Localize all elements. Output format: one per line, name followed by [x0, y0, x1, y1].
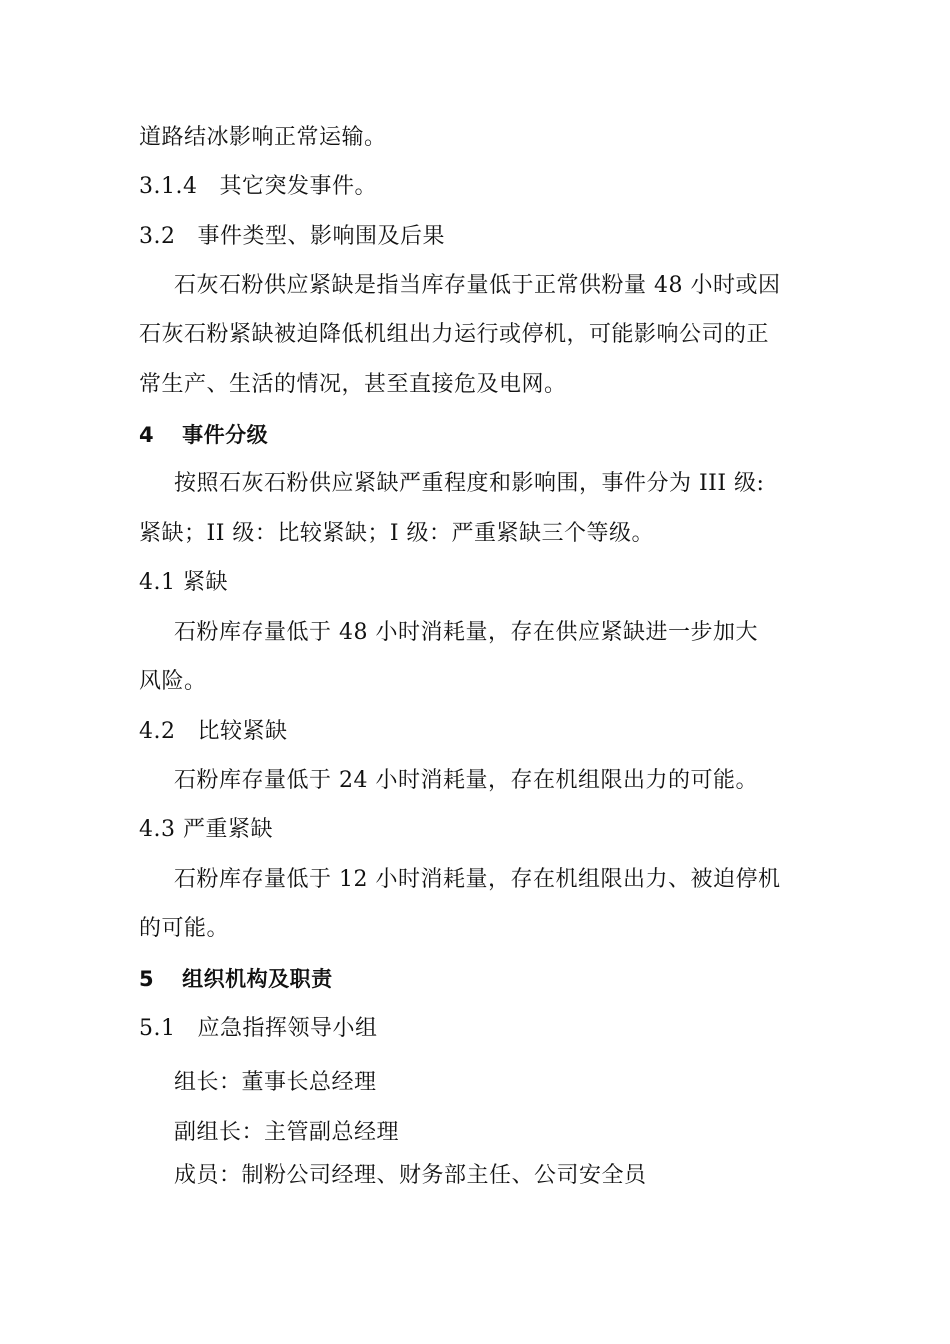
body-text-line: 石粉库存量低于 12 小时消耗量，存在机组限出力、被迫停机	[174, 867, 781, 892]
section-heading-3-1-4	[139, 172, 377, 202]
section-title: 事件类型、影响围及后果	[197, 224, 446, 249]
body-text-line: 道路结冰影响正常运输。	[139, 125, 387, 150]
section-heading-4-2	[139, 717, 288, 747]
section-heading-4-3: 4.3 严重紧缺	[139, 817, 273, 842]
section-title: 比较紧缺	[197, 719, 288, 744]
body-text-line: 常生产、生活的情况，甚至直接危及电网。	[139, 372, 567, 397]
section-title: 其它突发事件。	[219, 174, 377, 199]
section-heading-3-2	[139, 222, 445, 252]
section-number: 5	[139, 967, 155, 991]
body-text-line: 石灰石粉紧缺被迫降低机组出力运行或停机，可能影响公司的正	[139, 322, 770, 347]
body-text-line: 组长：董事长总经理	[174, 1070, 377, 1095]
section-number: 4	[139, 423, 155, 447]
section-heading-5-1	[139, 1014, 378, 1044]
body-text-line: 紧缺；II 级：比较紧缺；I 级：严重紧缺三个等级。	[139, 521, 655, 546]
body-text-line: 按照石灰石粉供应紧缺严重程度和影响围，事件分为 III 级:	[174, 471, 765, 496]
section-number: 5.1	[139, 1016, 176, 1041]
section-title: 组织机构及职责	[182, 967, 333, 991]
body-text-line: 石粉库存量低于 48 小时消耗量，存在供应紧缺进一步加大	[174, 620, 758, 645]
section-number: 4.2	[139, 719, 176, 744]
body-text-line: 石粉库存量低于 24 小时消耗量，存在机组限出力的可能。	[174, 768, 758, 793]
section-number: 3.2	[139, 224, 176, 249]
section-heading-4	[139, 420, 268, 450]
section-heading-4-1: 4.1 紧缺	[139, 570, 228, 595]
body-text-line: 成员：制粉公司经理、财务部主任、公司安全员	[174, 1163, 647, 1188]
section-title: 应急指挥领导小组	[197, 1016, 378, 1041]
section-number: 3.1.4	[139, 174, 198, 199]
section-heading-5	[139, 964, 333, 994]
body-text-line: 石灰石粉供应紧缺是指当库存量低于正常供粉量 48 小时或因	[174, 273, 781, 298]
body-text-line: 的可能。	[139, 916, 230, 941]
body-text-line: 副组长：主管副总经理	[174, 1120, 400, 1145]
body-text-line: 风险。	[139, 669, 207, 694]
section-title: 事件分级	[182, 423, 269, 447]
